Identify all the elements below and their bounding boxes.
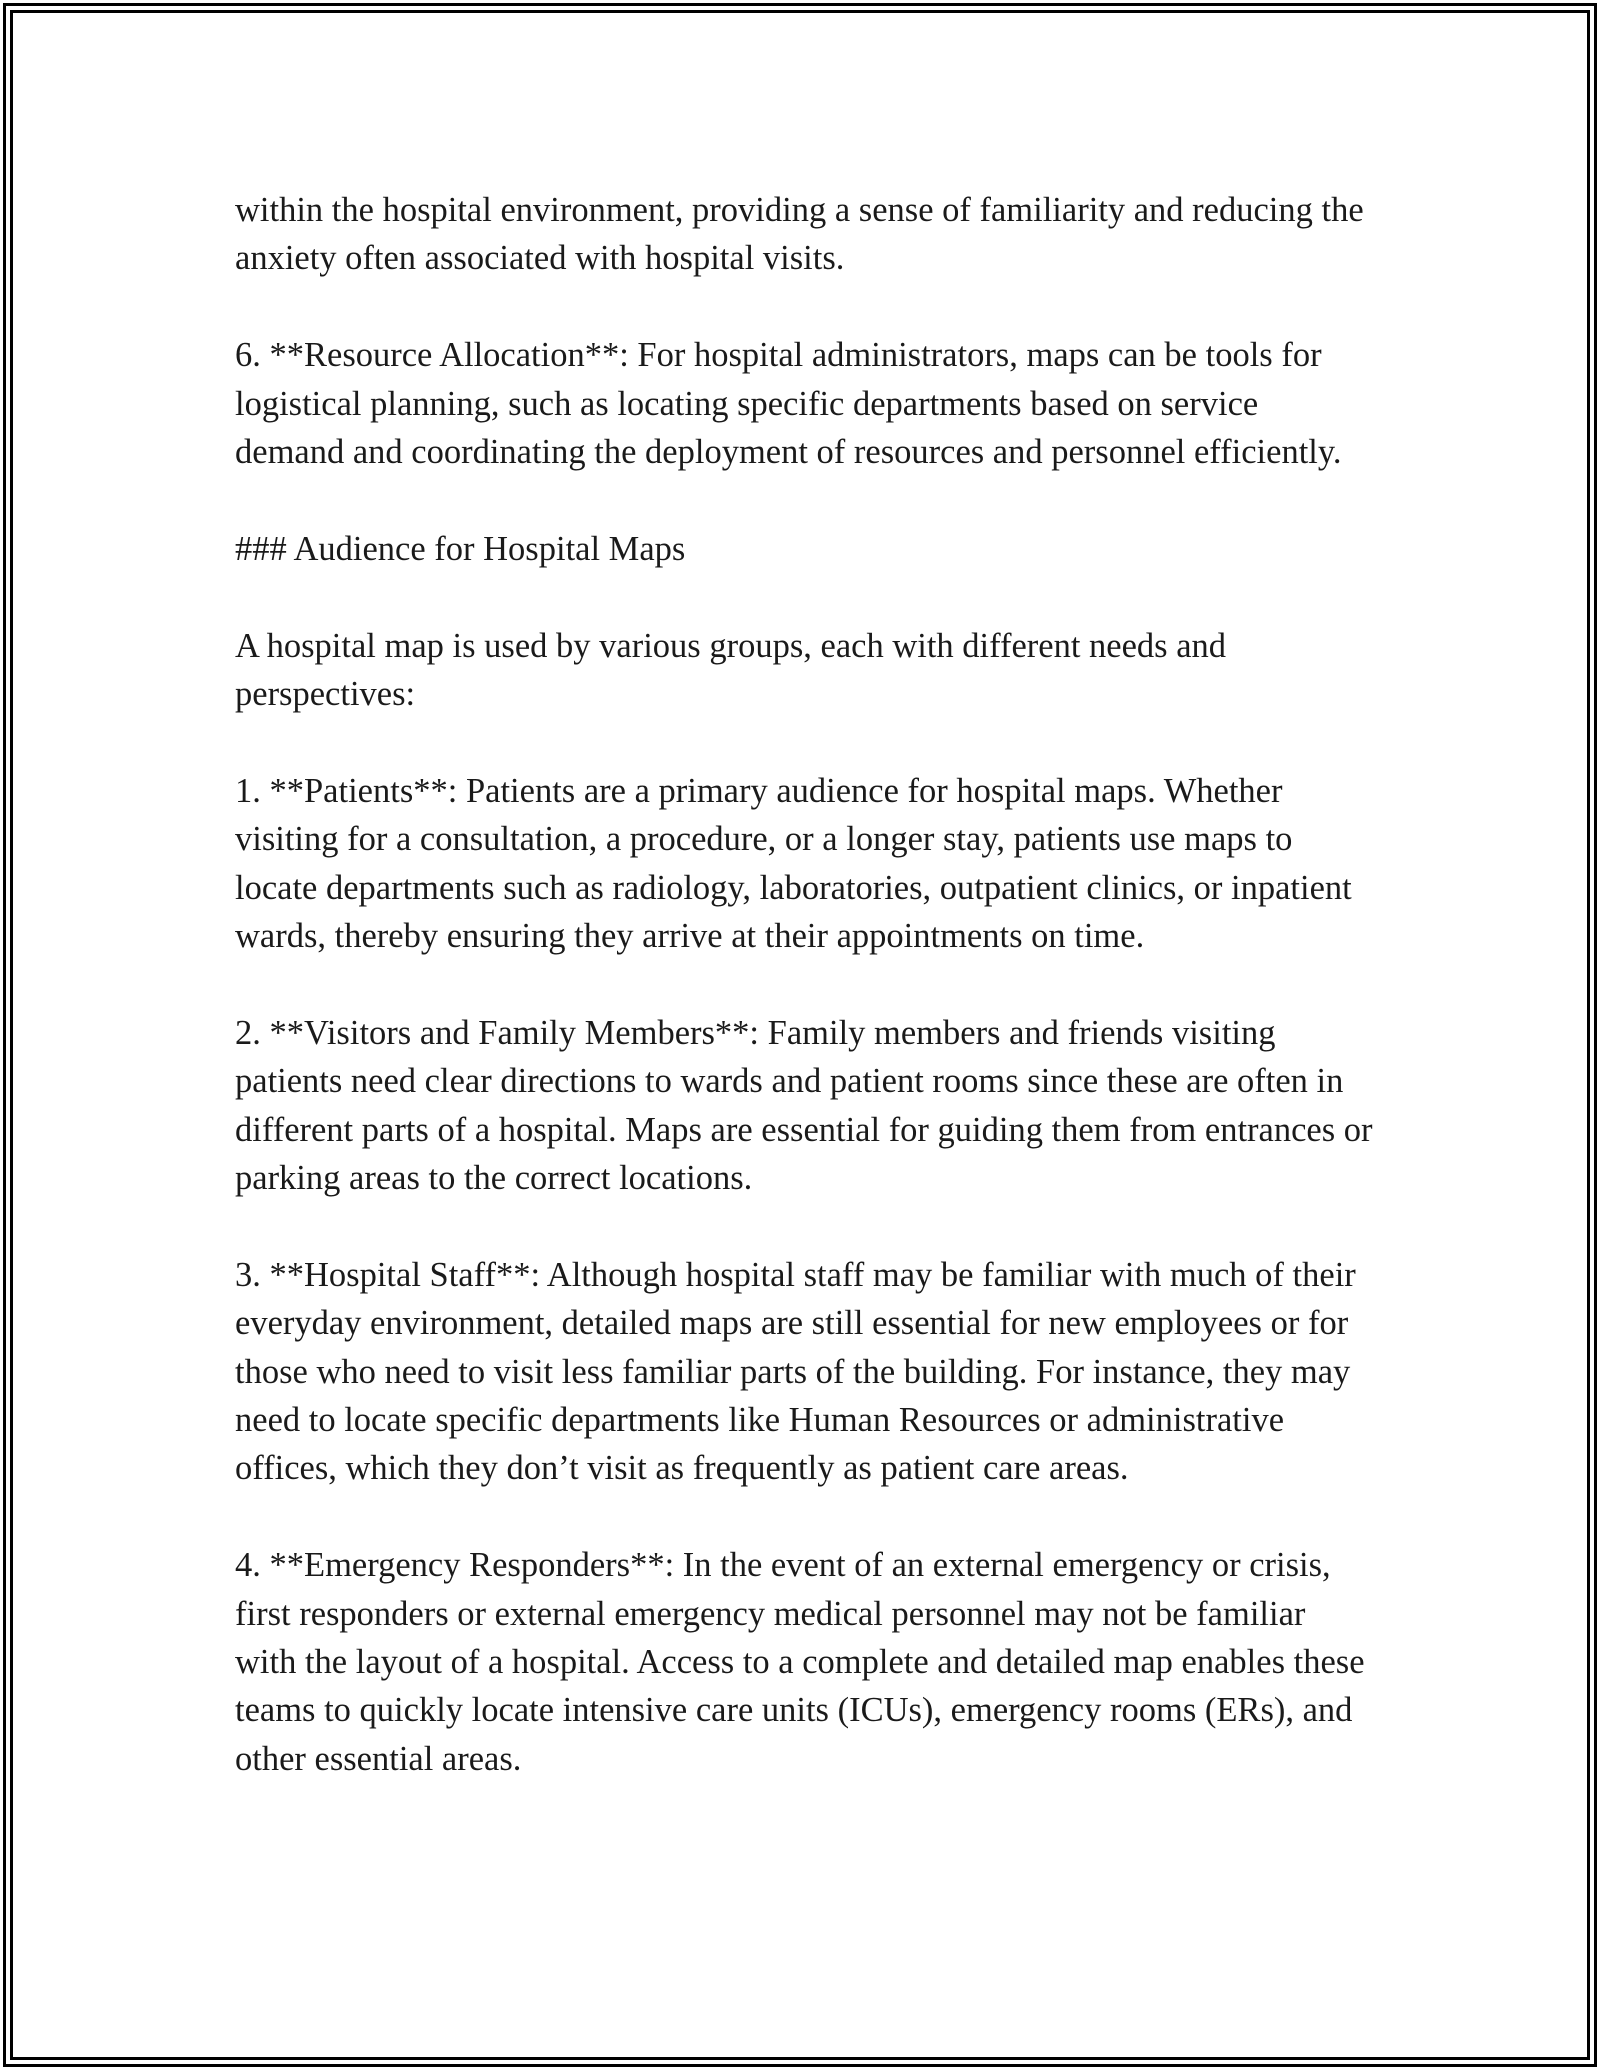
document-body — [235, 186, 1375, 1783]
section-heading-audience: ### Audience for Hospital Maps — [235, 529, 686, 568]
paragraph-intro-audience: A hospital map is used by various groups, each with different needs and perspectives: — [235, 626, 1227, 714]
list-item-emergency-responders: 4. **Emergency Responders**: In the event of an external emergency or crisis, first responders or external emergency medical personnel may not be familiar with the layout of a hospital. Access to a complete and detailed map enables these teams to quickly locate intensive care units (ICUs), emergency rooms (ERs), and other essential areas. — [235, 1546, 1365, 1778]
list-item-hospital-staff: 3. **Hospital Staff**: Although hospital staff may be familiar with much of their everyday environment, detailed maps are still essential for new employees or for those who need to visit less familiar parts of the building. For instance, they may need to locate specific departments like Human Resources or administrative offices, which they don’t visit as frequently as patient care areas. — [235, 1255, 1356, 1488]
list-item-visitors: 2. **Visitors and Family Members**: Family members and friends visiting patients need clear directions to wards and patient rooms since these are often in different parts of a hospital. Maps are essential for guiding them from entrances or parking areas to the correct locations. — [235, 1013, 1373, 1198]
list-item-patients: 1. **Patients**: Patients are a primary audience for hospital maps. Whether visiting for a consultation, a procedure, or a longer stay, patients use maps to locate departments such as radiology, laboratories, outpatient clinics, or inpatient wards, thereby ensuring they arrive at their appointments on time. — [235, 771, 1352, 956]
list-item-resource-allocation: 6. **Resource Allocation**: For hospital administrators, maps can be tools for logistical planning, such as locating specific departments based on service demand and coordinating the deployment of resources and personnel efficiently. — [235, 336, 1342, 472]
paragraph-continuation: within the hospital environment, providing a sense of familiarity and reducing the anxiety often associated with hospital visits. — [235, 191, 1364, 278]
